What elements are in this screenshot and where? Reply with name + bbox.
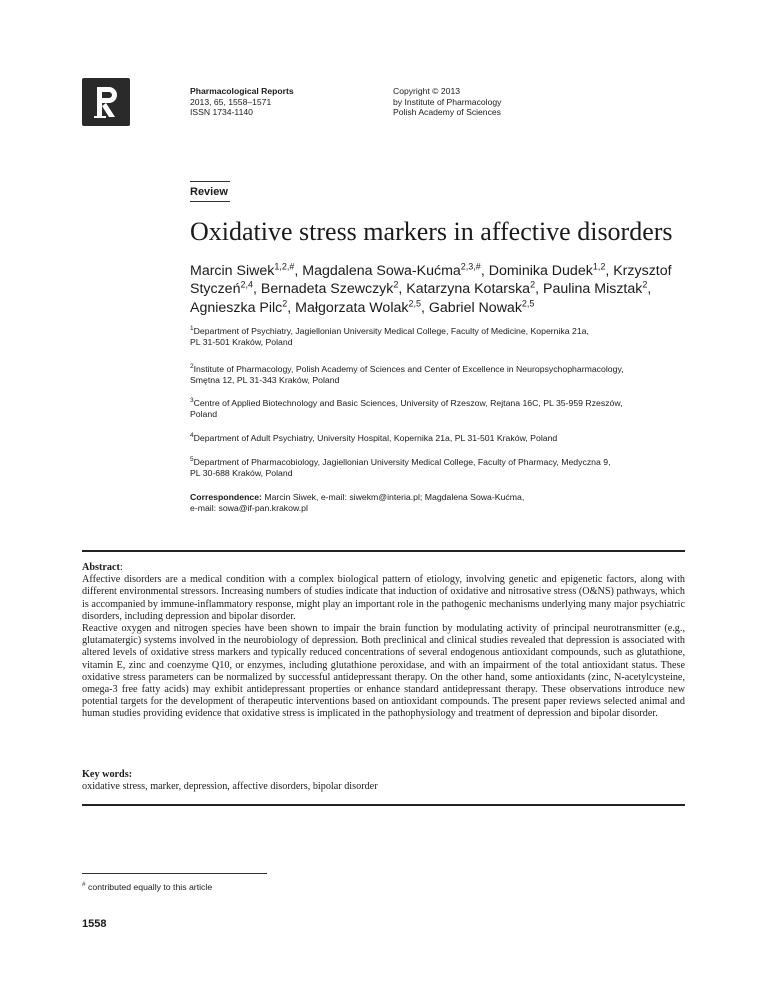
author bbox=[406, 281, 543, 297]
author-separator: , bbox=[535, 281, 543, 298]
author-name: Magdalena Sowa-Kućma bbox=[302, 263, 461, 279]
author-separator: , bbox=[398, 281, 407, 298]
affiliation-text: PL 30-688 Kraków, Poland bbox=[190, 467, 293, 478]
author bbox=[428, 297, 535, 316]
abstract-rule-bottom bbox=[82, 804, 685, 806]
section-rule bbox=[190, 201, 230, 202]
affiliation-text: Department of Pharmacobiology, Jagiellonian University Medical College, Faculty of Pharmacy, Medyczna 9, bbox=[193, 457, 611, 467]
affiliation-text: Poland bbox=[190, 408, 218, 419]
author-affiliation-marks: 2,5 bbox=[408, 297, 421, 308]
author bbox=[302, 263, 488, 279]
author bbox=[190, 297, 296, 316]
author-affiliation-marks: 2,4 bbox=[240, 279, 253, 290]
keywords-text: oxidative stress, marker, depression, affective disorders, bipolar disorder bbox=[82, 781, 378, 793]
affiliation-text: Department of Psychiatry, Jagiellonian University Medical College, Faculty of Medicine, Kopernika 21a, bbox=[193, 326, 589, 336]
footnote bbox=[82, 880, 212, 892]
affiliation-number: 3 bbox=[190, 397, 194, 405]
footnote-rule bbox=[82, 873, 267, 874]
article-title: Oxidative stress markers in affective disorders bbox=[190, 217, 673, 246]
author-name: Paulina Misztak bbox=[542, 281, 643, 298]
author-separator: , bbox=[647, 281, 652, 298]
journal-name: Pharmacological Reports bbox=[190, 86, 294, 96]
author-affiliation-marks: 2 bbox=[642, 279, 648, 290]
footnote-mark: # bbox=[82, 881, 86, 888]
abstract-rule-top bbox=[82, 550, 685, 552]
affiliation-number: 2 bbox=[190, 363, 194, 371]
author-separator: , bbox=[287, 299, 296, 316]
author-name: Gabriel Nowak bbox=[428, 299, 522, 316]
copyright-line: Copyright © 2013 bbox=[393, 86, 461, 96]
affiliation bbox=[190, 398, 690, 419]
author-name: Agnieszka Pilc bbox=[190, 299, 283, 316]
copyright-notice bbox=[393, 86, 501, 118]
author-affiliation-marks: 2 bbox=[393, 279, 399, 290]
affiliation bbox=[190, 433, 690, 444]
author-name: Dominika Dudek bbox=[488, 263, 593, 279]
author-affiliation-marks: 2,5 bbox=[521, 297, 535, 308]
author bbox=[489, 263, 614, 279]
author-separator: , bbox=[480, 263, 489, 279]
author-affiliation-marks: 1,2 bbox=[592, 261, 606, 272]
affiliation-number: 1 bbox=[190, 325, 194, 333]
affiliation-number: 4 bbox=[190, 432, 194, 440]
author-affiliation-marks: 1,2,# bbox=[274, 261, 295, 272]
author-separator: , bbox=[252, 281, 261, 298]
affiliation-text: Centre of Applied Biotechnology and Basic Sciences, University of Rzeszow, Rejtana 16C, PL 35-959 Rzeszów, bbox=[193, 398, 623, 408]
page-number: 1558 bbox=[82, 918, 107, 930]
affiliation-number: 5 bbox=[190, 456, 194, 464]
author-name: Katarzyna Kotarska bbox=[406, 281, 531, 298]
copyright-line: by Institute of Pharmacology bbox=[393, 96, 502, 107]
author-list bbox=[190, 262, 710, 317]
journal-issn: ISSN 1734-1140 bbox=[190, 107, 253, 118]
author-name: Krzysztof Styczeń bbox=[190, 263, 672, 298]
author-separator: , bbox=[420, 299, 429, 316]
affiliation-text: PL 31-501 Kraków, Poland bbox=[190, 336, 293, 347]
author-name: Marcin Siwek bbox=[190, 263, 275, 279]
abstract-heading: Abstract bbox=[82, 562, 120, 573]
copyright-line: Polish Academy of Sciences bbox=[393, 107, 501, 118]
abstract: Abstract: Affective disorders are a medical condition with a complex biological pattern of etiology, involving genetic and epigenetic factors, along with different environmental stressors. Increasing numbers of studies indicate that induction of oxidative and nitrosative stress (O&NS) pathways, which is accompanied by immune-inflammatory response, might play an important role in the pathogenic mechanisms underlying many major psychiatric disorders, including depression and bipolar disorder. Reactive oxygen and nitrogen species have been shown to impair the brain function by modulating activity of principal neurotransmitter (e.g., glutamatergic) systems involved in the neurobiology of depression. Both preclinical and clinical studies revealed that depression is associated with altered levels of oxidative stress markers and typically reduced concentrations of several endogenous antioxidant compounds, such as glutathione, vitamin E, zinc and coenzyme Q10, or enzymes, including glutathione peroxidase, and with an impairment of the total antioxidant status. These oxidative stress parameters can be normalized by successful antidepressant therapy. On the other hand, some antioxidants (zinc, N-acetylcysteine, omega-3 free fatty acids) may exhibit antidepressant properties or enhance standard antidepressant therapy. These observations introduce new potential targets for the development of therapeutic interventions based on antioxidant compounds. The present paper reviews selected animal and human studies providing evidence that oxidative stress is implicated in the pathophysiology and treatment of depression and bipolar disorder. bbox=[82, 562, 685, 720]
correspondence-text: e-mail: sowa@if-pan.krakow.pl bbox=[190, 502, 308, 513]
author bbox=[190, 263, 302, 279]
author bbox=[295, 297, 429, 316]
author-affiliation-marks: 2,3,# bbox=[460, 261, 481, 272]
affiliation-text: Department of Adult Psychiatry, University Hospital, Kopernika 21a, PL 31-501 Kraków, Poland bbox=[193, 433, 558, 443]
correspondence-text: Marcin Siwek, e-mail: siwekm@interia.pl; Magdalena Sowa-Kućma, bbox=[261, 492, 525, 502]
section-label: Review bbox=[190, 186, 228, 198]
author-name: Bernadeta Szewczyk bbox=[260, 281, 394, 298]
correspondence bbox=[190, 492, 690, 513]
abstract-paragraph: Affective disorders are a medical condition with a complex biological pattern of etiology, involving genetic and epigenetic factors, along with different environmental stressors. Increasing numbers of studies indicate that induction of oxidative and nitrosative stress (O&NS) pathways, which is accompanied by immune-inflammatory response, might play an important role in the pathogenic mechanisms underlying many major psychiatric disorders, including depression and bipolar disorder. bbox=[82, 574, 685, 622]
affiliation-text: Smętna 12, PL 31-343 Kraków, Poland bbox=[190, 374, 340, 385]
affiliation bbox=[190, 326, 690, 347]
author bbox=[543, 281, 651, 297]
journal-issue: 2013, 65, 1558–1571 bbox=[190, 96, 272, 107]
affiliation bbox=[190, 364, 690, 385]
keywords-heading: Key words bbox=[82, 769, 129, 780]
author-separator: , bbox=[294, 263, 303, 279]
section-rule bbox=[190, 181, 230, 182]
correspondence-label: Correspondence: bbox=[190, 492, 262, 502]
author bbox=[261, 281, 406, 297]
abstract-paragraph: Reactive oxygen and nitrogen species have been shown to impair the brain function by modulating activity of principal neurotransmitter (e.g., glutamatergic) systems involved in the neurobiology of depression. Both preclinical and clinical studies revealed that depression is associated with altered levels of oxidative stress markers and typically reduced concentrations of several endogenous antioxidant compounds, such as glutathione, vitamin E, zinc and coenzyme Q10, or enzymes, including glutathione peroxidase, and with an impairment of the total antioxidant status. These oxidative stress parameters can be normalized by successful antidepressant therapy. On the other hand, some antioxidants (zinc, N-acetylcysteine, omega-3 free fatty acids) may exhibit antidepressant properties or enhance standard antidepressant therapy. These observations introduce new potential targets for the development of therapeutic interventions based on antioxidant compounds. The present paper reviews selected animal and human studies providing evidence that oxidative stress is implicated in the pathophysiology and treatment of depression and bipolar disorder. bbox=[82, 623, 685, 720]
keywords: Key words: oxidative stress, marker, depression, affective disorders, bipolar disorder bbox=[82, 769, 685, 793]
journal-info bbox=[190, 86, 294, 118]
author-affiliation-marks: 2 bbox=[282, 297, 288, 308]
author-affiliation-marks: 2 bbox=[530, 279, 536, 290]
affiliation-text: Institute of Pharmacology, Polish Academy of Sciences and Center of Excellence in Neuropsychopharmacology, bbox=[193, 364, 624, 374]
author-name: Małgorzata Wolak bbox=[295, 299, 409, 316]
footnote-text: contributed equally to this article bbox=[85, 881, 213, 892]
journal-logo bbox=[82, 78, 130, 126]
author-separator: , bbox=[605, 263, 614, 279]
affiliation bbox=[190, 457, 690, 478]
